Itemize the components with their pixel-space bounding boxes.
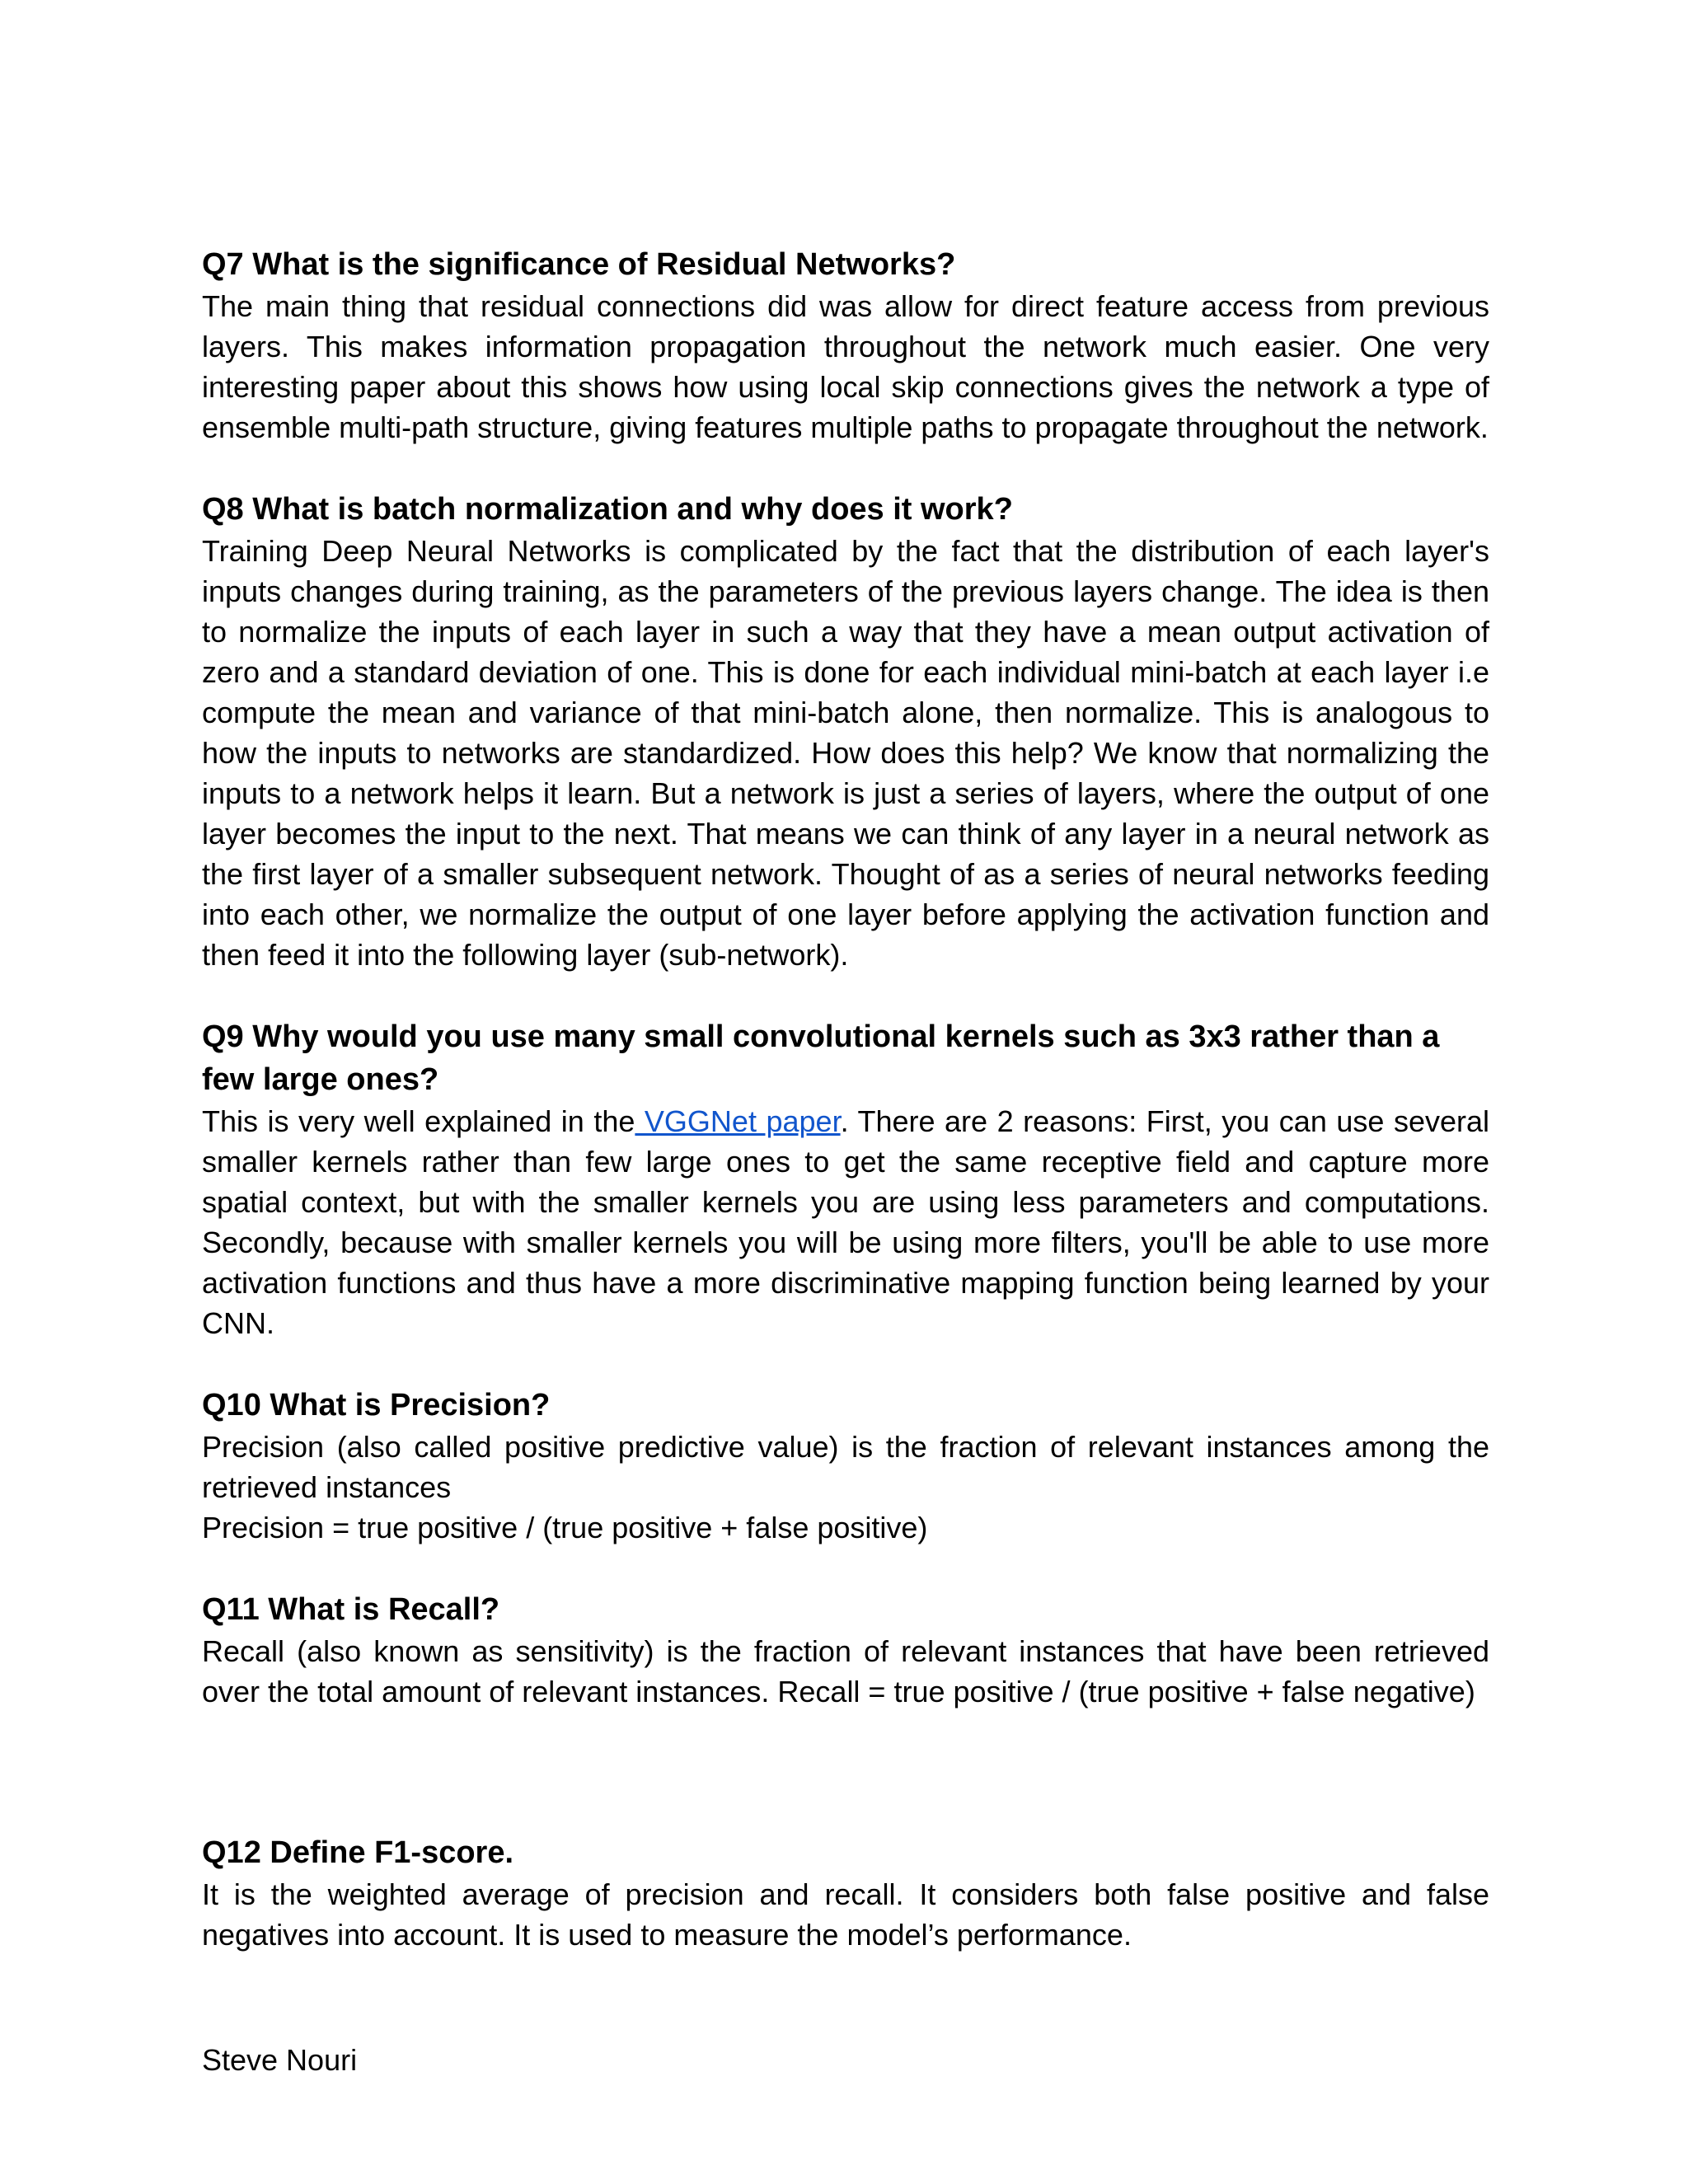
paragraph-q8: Training Deep Neural Networks is complicated by the fact that the distribution of each layer's inputs changes during training, as the parameters of the previous layers change. The idea is then to normalize the inputs of each layer in such a way that they have a mean output activation of zero and a standard deviation of one. This is done for each individual mini-batch at each layer i.e compute the mean and variance of that mini-batch alone, then normalize. This is analogous to how the inputs to networks are standardized. How does this help? We know that normalizing the inputs to a network helps it learn. But a network is just a series of layers, where the output of one layer becomes the input to the next. That means we can think of any layer in a neural network as the first layer of a smaller subsequent network. Thought of as a series of neural networks feeding into each other, we normalize the output of one layer before applying the activation function and then feed it into the following layer (sub-network). <box>202 534 1489 972</box>
heading-q10: Q10 What is Precision? <box>202 1388 551 1422</box>
section-q9 <box>202 1015 1489 1343</box>
vggnet-paper-link[interactable]: VGGNet paper <box>635 1104 841 1138</box>
paragraph-q11: Recall (also known as sensitivity) is the fraction of relevant instances that have been retrieved over the total amount of relevant instances. Recall = true positive / (true positive + false negative) <box>202 1634 1489 1708</box>
section-q11 <box>202 1588 1489 1712</box>
section-q8 <box>202 488 1489 975</box>
section-q12 <box>202 1831 1489 1955</box>
heading-q12: Q12 Define F1-score. <box>202 1835 514 1870</box>
paragraph-q9-intro: This is very well explained in the <box>202 1104 635 1138</box>
paragraph-q10: Precision (also called positive predictive value) is the fraction of relevant instances among the retrieved instances <box>202 1430 1489 1504</box>
spacer <box>202 975 1489 1015</box>
document-body <box>202 243 1489 1955</box>
precision-formula: Precision = true positive / (true positive + false positive) <box>202 1511 928 1544</box>
heading-q8: Q8 What is batch normalization and why does it work? <box>202 492 1013 527</box>
spacer <box>202 448 1489 488</box>
spacer <box>202 1343 1489 1384</box>
section-q7 <box>202 243 1489 448</box>
section-q10 <box>202 1384 1489 1548</box>
heading-q9: Q9 Why would you use many small convolutional kernels such as 3x3 rather than a few large ones? <box>202 1019 1440 1097</box>
heading-q7: Q7 What is the significance of Residual Networks? <box>202 247 956 282</box>
paragraph-q12: It is the weighted average of precision and recall. It considers both false positive and false negatives into account. It is used to measure the model’s performance. <box>202 1877 1489 1952</box>
paragraph-q9-rest: . There are 2 reasons: First, you can use several smaller kernels rather than few large ones to get the same receptive field and capture more spatial context, but with the smaller kernels you are using less parameters and computations. Secondly, because with smaller kernels you will be using more filters, you'll be able to use more activation functions and thus have a more discriminative mapping function being learned by your CNN. <box>202 1104 1490 1340</box>
author-name: Steve Nouri <box>202 2043 358 2077</box>
paragraph-q7: The main thing that residual connections did was allow for direct feature access from previous layers. This makes information propagation throughout the network much easier. One very interesting paper about this shows how using local skip connections gives the network a type of ensemble multi-path structure, giving features multiple paths to propagate throughout the network. <box>202 289 1489 444</box>
spacer <box>202 1548 1489 1588</box>
paragraph-q9 <box>202 1101 1489 1343</box>
spacer <box>202 1712 1489 1831</box>
heading-q11: Q11 What is Recall? <box>202 1592 500 1627</box>
